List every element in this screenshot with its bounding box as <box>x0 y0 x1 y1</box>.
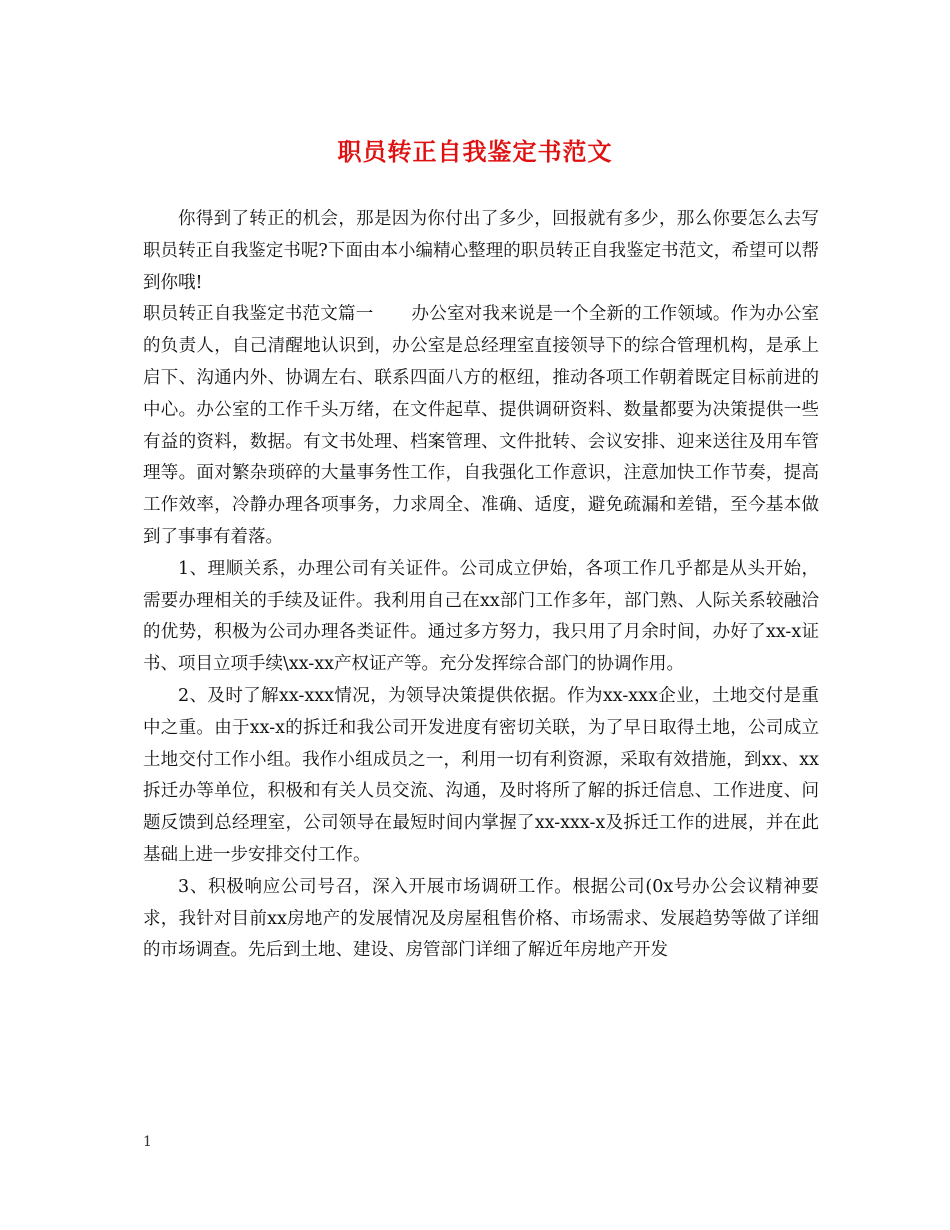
section-text: 办公室对我来说是一个全新的工作领域。作为办公室的负责人，自己清醒地认识到，办公室是总经理室直接领导下的综合管理机构，是承上启下、沟通内外、协调左右、联系四面八方的枢纽，推动各项工作朝着既定目标前进的中心。办公室的工作千头万绪，在文件起草、提供调研资料、数量都要为决策提供一些有益的资料，数据。有文书处理、档案管理、文件批转、会议安排、迎来送往及用车管理等。面对繁杂琐碎的大量事务性工作，自我强化工作意识，注意加快工作节奏，提高工作效率，冷静办理各项事务，力求周全、准确、适度，避免疏漏和差错，至今基本做到了事事有着落。 <box>143 304 820 547</box>
list-item: 2、及时了解xx-xxx情况，为领导决策提供依据。作为xx-xxx企业，土地交付是重中之重。由于xx-x的拆迁和我公司开发进度有密切关联，为了早日取得土地，公司成立土地交付工作小组。我作小组成员之一，利用一切有利资源，采取有效措施，到xx、xx拆迁办等单位，积极和有关人员交流、沟通，及时将所了解的拆迁信息、工作进度、问题反馈到总经理室，公司领导在最短时间内掌握了xx-xxx-x及拆迁工作的进展，并在此基础上进一步安排交付工作。 <box>143 685 819 865</box>
list-item: 1、理顺关系，办理公司有关证件。公司成立伊始，各项工作几乎都是从头开始，需要办理相关的手续及证件。我利用自己在xx部门工作多年，部门熟、人际关系较融洽的优势，积极为公司办理各类证件。通过多方努力，我只用了月余时间，办好了xx-x证书、项目立项手续\xx-xx产权证产等。充分发挥综合部门的协调作用。 <box>143 558 819 675</box>
intro-paragraph: 你得到了转正的机会，那是因为你付出了多少，回报就有多少，那么你要怎么去写职员转正自我鉴定书呢?下面由本小编精心整理的职员转正自我鉴定书范文，希望可以帮到你哦! <box>143 209 819 293</box>
document-body <box>143 204 819 967</box>
section-paragraph <box>143 299 819 553</box>
document-title: 职员转正自我鉴定书范文 <box>337 137 613 166</box>
section-title: 职员转正自我鉴定书范文篇一 <box>143 304 374 325</box>
list-item: 3、积极响应公司号召，深入开展市场调研工作。根据公司(0x号办公会议精神要求，我针对目前xx房地产的发展情况及房屋租售价格、市场需求、发展趋势等做了详细的市场调查。先后到土地、建设、房管部门详细了解近年房地产开发 <box>143 876 819 961</box>
page-number: 1 <box>143 1134 152 1150</box>
